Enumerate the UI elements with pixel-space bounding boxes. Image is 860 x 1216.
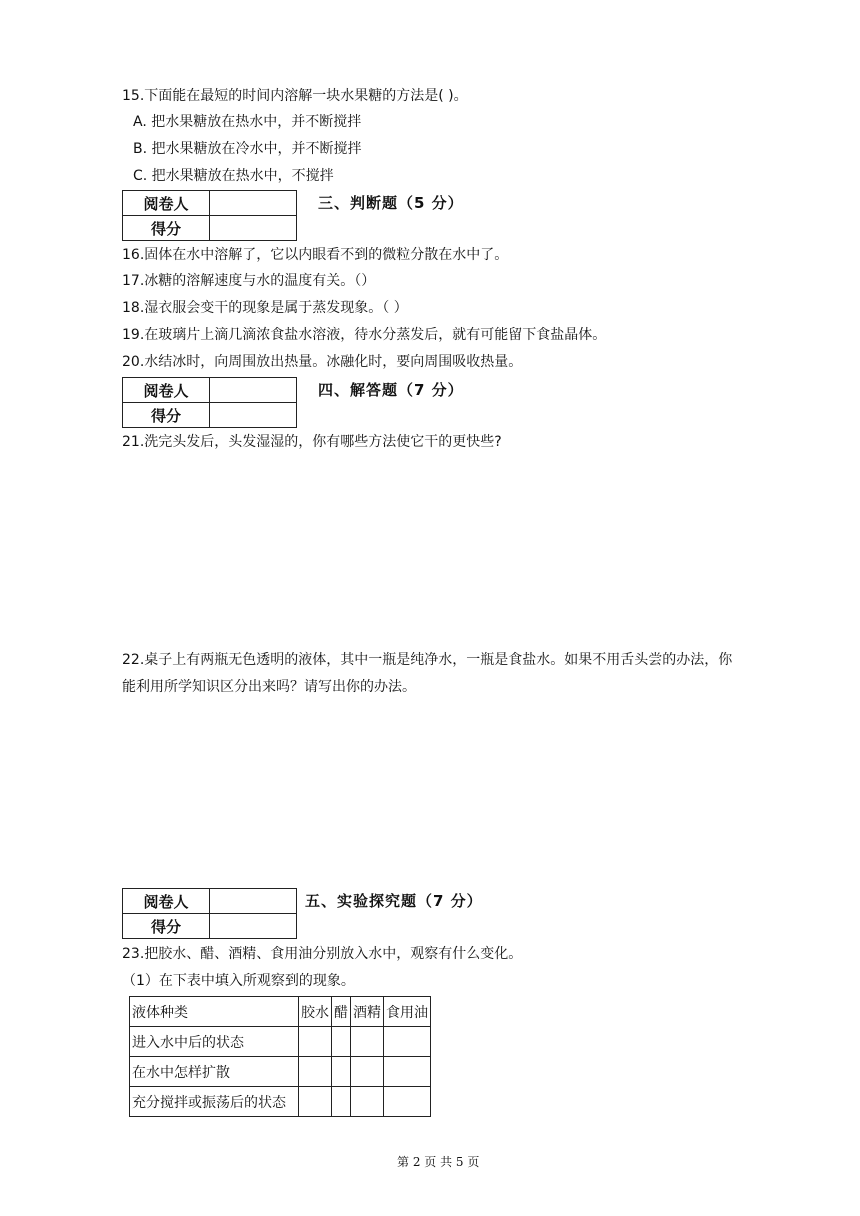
question-21: 21.洗完头发后，头发湿湿的，你有哪些方法使它干的更快些? xyxy=(122,434,502,450)
answer-cell[interactable] xyxy=(332,1057,351,1087)
answer-cell[interactable] xyxy=(384,1027,431,1057)
option-b: B. 把水果糖放在冷水中，并不断搅拌 xyxy=(133,141,362,157)
answer-cell[interactable] xyxy=(299,1057,332,1087)
observation-table xyxy=(129,996,431,1117)
answer-cell[interactable] xyxy=(332,1027,351,1057)
score-box-section-5 xyxy=(122,888,297,939)
reviewer-label: 阅卷人 xyxy=(123,378,210,403)
table-row xyxy=(130,1057,431,1087)
question-18: 18.湿衣服会变干的现象是属于蒸发现象。（ ） xyxy=(122,300,408,316)
option-a: A. 把水果糖放在热水中，并不断搅拌 xyxy=(133,114,362,130)
score-label: 得分 xyxy=(123,403,210,428)
reviewer-field[interactable] xyxy=(210,889,297,914)
row-label: 在水中怎样扩散 xyxy=(130,1057,299,1087)
answer-cell[interactable] xyxy=(351,1087,384,1117)
table-row xyxy=(130,1087,431,1117)
score-field[interactable] xyxy=(210,914,297,939)
row-label: 进入水中后的状态 xyxy=(130,1027,299,1057)
reviewer-field[interactable] xyxy=(210,378,297,403)
option-c: C. 把水果糖放在热水中，不搅拌 xyxy=(133,168,334,184)
question-20: 20.水结冰时，向周围放出热量。冰融化时，要向周围吸收热量。 xyxy=(122,354,523,370)
section-5-title: 五、实验探究题（7 分） xyxy=(305,892,483,910)
answer-cell[interactable] xyxy=(332,1087,351,1117)
answer-cell[interactable] xyxy=(299,1027,332,1057)
answer-cell[interactable] xyxy=(351,1027,384,1057)
answer-cell[interactable] xyxy=(299,1087,332,1117)
reviewer-label: 阅卷人 xyxy=(123,889,210,914)
table-header: 醋 xyxy=(332,997,351,1027)
question-17: 17.冰糖的溶解速度与水的温度有关。（） xyxy=(122,273,376,289)
table-row xyxy=(130,1027,431,1057)
score-field[interactable] xyxy=(210,216,297,241)
row-label: 充分搅拌或振荡后的状态 xyxy=(130,1087,299,1117)
score-box-section-4 xyxy=(122,377,297,428)
reviewer-label: 阅卷人 xyxy=(123,191,210,216)
answer-cell[interactable] xyxy=(351,1057,384,1087)
table-header: 胶水 xyxy=(299,997,332,1027)
question-23: 23.把胶水、醋、酒精、食用油分别放入水中，观察有什么变化。 xyxy=(122,946,523,962)
answer-cell[interactable] xyxy=(384,1087,431,1117)
page-footer: 第 2 页 共 5 页 xyxy=(397,1155,480,1169)
score-field[interactable] xyxy=(210,403,297,428)
table-header: 食用油 xyxy=(384,997,431,1027)
question-23-sub-1: （1）在下表中填入所观察到的现象。 xyxy=(122,973,355,989)
section-3-title: 三、判断题（5 分） xyxy=(318,194,464,212)
question-16: 16.固体在水中溶解了，它以内眼看不到的微粒分散在水中了。 xyxy=(122,247,509,263)
table-header-row xyxy=(130,997,431,1027)
answer-cell[interactable] xyxy=(384,1057,431,1087)
question-15: 15.下面能在最短的时间内溶解一块水果糖的方法是( )。 xyxy=(122,88,468,104)
question-22-line-1: 22.桌子上有两瓶无色透明的液体，其中一瓶是纯净水，一瓶是食盐水。如果不用舌头尝的办法，你 xyxy=(122,652,733,668)
reviewer-field[interactable] xyxy=(210,191,297,216)
score-label: 得分 xyxy=(123,216,210,241)
score-box-section-3 xyxy=(122,190,297,241)
section-4-title: 四、解答题（7 分） xyxy=(318,381,464,399)
question-19: 19.在玻璃片上滴几滴浓食盐水溶液，待水分蒸发后，就有可能留下食盐晶体。 xyxy=(122,327,607,343)
question-22-line-2: 能利用所学知识区分出来吗？请写出你的办法。 xyxy=(122,679,416,695)
table-header: 酒精 xyxy=(351,997,384,1027)
score-label: 得分 xyxy=(123,914,210,939)
table-header: 液体种类 xyxy=(130,997,299,1027)
